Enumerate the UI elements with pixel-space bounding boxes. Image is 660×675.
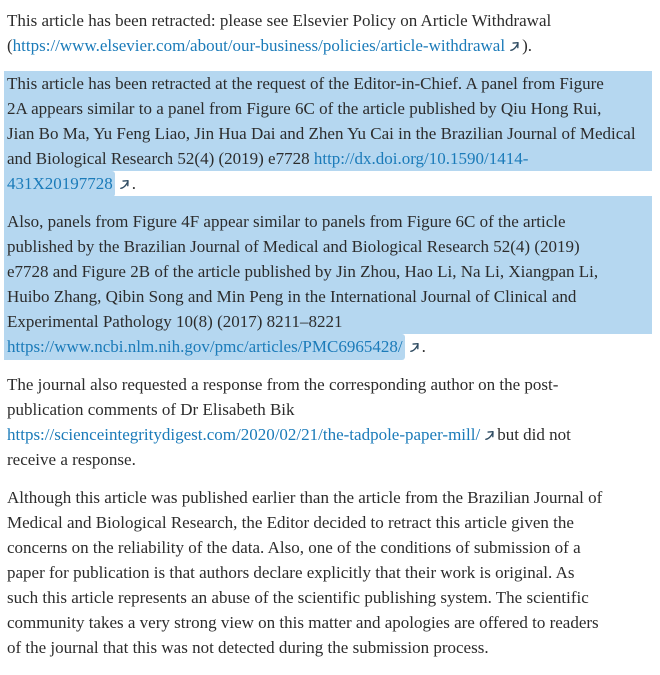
text-line	[7, 585, 652, 610]
text-segment: e7728 and Figure 2B of the article published by Jin Zhou, Hao Li, Na Li, Xiangpan Li,	[7, 262, 599, 281]
paragraph-editor-decision	[7, 485, 652, 660]
text-segment: ).	[522, 36, 532, 55]
link-doi-brazilian-journal-part1[interactable]: http://dx.doi.org/10.1590/1414-	[313, 149, 529, 168]
text-segment: Although this article was published earlier than the article from the Brazilian Journal of	[7, 488, 603, 507]
link-pmc6965428[interactable]: https://www.ncbi.nlm.nih.gov/pmc/articles/PMC6965428/	[4, 334, 405, 360]
text-segment: Experimental Pathology 10(8) (2017) 8211–8221	[7, 312, 343, 331]
text-line	[7, 635, 652, 660]
text-segment: receive a response.	[7, 450, 136, 469]
external-link-icon	[409, 342, 420, 353]
paragraph-retraction-reason-figure2a	[7, 71, 652, 196]
text-segment: Medical and Biological Research, the Editor decided to retract this article given the	[7, 513, 574, 532]
text-line	[7, 8, 652, 33]
text-line	[4, 96, 652, 121]
paragraph-author-response	[7, 372, 652, 472]
text-segment: 2A appears similar to a panel from Figure 6C of the article published by Qiu Hong Rui,	[7, 99, 602, 118]
text-line	[7, 560, 652, 585]
text-line	[4, 209, 652, 234]
link-scienceintegritydigest[interactable]: https://scienceintegritydigest.com/2020/02/21/the-tadpole-paper-mill/	[7, 425, 481, 444]
text-line	[7, 171, 652, 196]
text-segment: .	[131, 174, 137, 193]
text-segment: of the journal that this was not detected during the submission process.	[7, 638, 489, 657]
text-line	[7, 372, 652, 397]
text-segment: community takes a very strong view on this matter and apologies are offered to readers	[7, 613, 599, 632]
text-segment: The journal also requested a response from the corresponding author on the post-	[7, 375, 559, 394]
text-line	[7, 447, 652, 472]
text-line	[7, 422, 652, 447]
text-line	[7, 334, 652, 359]
text-line	[7, 485, 652, 510]
text-line	[7, 397, 652, 422]
paragraph-withdrawal-policy	[7, 8, 652, 58]
text-segment: but did not	[497, 425, 571, 444]
text-segment: This article has been retracted: please see Elsevier Policy on Article Withdrawal	[7, 11, 552, 30]
text-line	[7, 610, 652, 635]
text-line	[4, 284, 652, 309]
text-line	[4, 146, 652, 171]
text-line	[4, 259, 652, 284]
text-line	[4, 121, 652, 146]
external-link-icon	[509, 41, 520, 52]
text-segment: concerns on the reliability of the data. Also, one of the conditions of submission of a	[7, 538, 581, 557]
text-line	[4, 234, 652, 259]
external-link-icon	[119, 179, 130, 190]
paragraph-retraction-reason-figure4f	[7, 209, 652, 359]
text-line	[4, 309, 652, 334]
text-segment: Jian Bo Ma, Yu Feng Liao, Jin Hua Dai and Zhen Yu Cai in the Brazilian Journal of Medical	[7, 124, 636, 143]
selection-gap-highlight	[4, 196, 652, 209]
text-segment: published by the Brazilian Journal of Medical and Biological Research 52(4) (2019)	[7, 237, 580, 256]
text-segment: Also, panels from Figure 4F appear similar to panels from Figure 6C of the article	[7, 212, 566, 231]
text-line	[4, 71, 652, 96]
link-doi-brazilian-journal-part2[interactable]: 431X20197728	[4, 171, 115, 197]
text-segment: paper for publication is that authors declare explicitly that their work is original. As	[7, 563, 575, 582]
text-segment: such this article represents an abuse of the scientific publishing system. The scientific	[7, 588, 589, 607]
text-line	[7, 33, 652, 58]
text-segment: Huibo Zhang, Qibin Song and Min Peng in the International Journal of Clinical and	[7, 287, 577, 306]
text-segment: This article has been retracted at the request of the Editor-in-Chief. A panel from Figure	[7, 74, 604, 93]
text-segment: and Biological Research 52(4) (2019) e7728	[7, 149, 314, 168]
text-line	[7, 535, 652, 560]
external-link-icon	[484, 430, 495, 441]
link-elsevier-article-withdrawal-policy[interactable]: https://www.elsevier.com/about/our-business/policies/article-withdrawal	[12, 36, 506, 55]
text-segment: .	[421, 337, 426, 356]
text-segment: (	[7, 36, 13, 55]
text-segment: publication comments of Dr Elisabeth Bik	[7, 400, 295, 419]
text-line	[7, 510, 652, 535]
